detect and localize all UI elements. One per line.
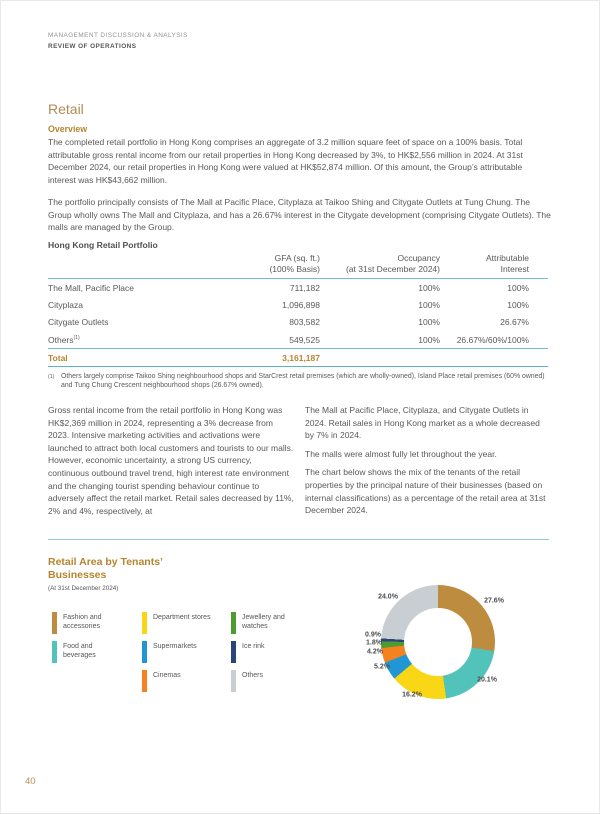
legend-label: Department stores	[153, 613, 211, 621]
legend-item	[231, 670, 331, 699]
overview-paragraph-1: The completed retail portfolio in Hong Kong comprises an aggregate of 3.2 million square feet of space on a 100% basis. Total attributable gross rental income from our retail properties in Hong Kong decreased by 3%, to HK$2,556 million in 2024. At 31st December 2024, our retail properties in Hong Kong were valued at HK$52,874 million. Of this amount, the Group’s attributable interest was HK$43,662 million.	[48, 137, 523, 185]
donut-label: 5.2%	[374, 663, 390, 671]
legend-label: Fashion and accessories	[63, 613, 102, 630]
document-header	[48, 32, 188, 50]
legend-label: Others	[242, 671, 264, 679]
legend-item	[52, 612, 142, 641]
donut-label: 0.9%	[365, 631, 381, 639]
total-gfa: 3,161,187	[282, 352, 320, 363]
total-label: Total	[48, 352, 68, 363]
legend-swatch	[142, 641, 147, 663]
table-heading: Hong Kong Retail Portfolio	[48, 240, 158, 250]
legend-item	[231, 612, 331, 641]
table-total-row	[48, 348, 548, 367]
text-column-left	[48, 404, 294, 517]
gfa-value: 803,582	[289, 317, 320, 328]
text-column-right	[305, 404, 550, 523]
donut-label: 1.8%	[366, 639, 382, 647]
section-divider-line	[48, 539, 549, 540]
property-name: Citygate Outlets	[48, 317, 109, 328]
legend-item	[142, 641, 231, 670]
donut-label: 27.6%	[484, 597, 504, 605]
interest-value: 26.67%/60%/100%	[456, 334, 529, 345]
right-column-paragraph: The chart below shows the mix of the tenants of the retail properties by the principal nature of their businesses (based on internal classifications) as a percentage of the retail area at 31st December 2024.	[305, 467, 546, 516]
legend-swatch	[142, 612, 147, 634]
donut-label: 24.0%	[378, 593, 398, 601]
legend-item	[52, 641, 142, 670]
donut-label: 4.2%	[367, 648, 383, 656]
property-name: Others$^{(1)}$	[48, 334, 80, 345]
property-name: The Mall, Pacific Place	[48, 282, 134, 293]
table-header-row	[48, 253, 548, 279]
table-header-interest: Attributable Interest	[486, 253, 529, 274]
donut-hole	[404, 608, 472, 676]
table-row	[48, 279, 548, 296]
legend-item	[142, 670, 231, 699]
footnote-marker: (1)	[48, 374, 55, 380]
table-row	[48, 314, 548, 331]
interest-value: 100%	[507, 282, 529, 293]
portfolio-table	[48, 253, 548, 367]
donut-label: 16.2%	[402, 691, 422, 699]
chart-title: Retail Area by Tenants’ Businesses	[48, 556, 163, 581]
legend-label: Cinemas	[153, 671, 181, 679]
left-column-paragraph: Gross rental income from the retail portfolio in Hong Kong was HK$2,369 million in 2024, representing a 3% decrease from 2023. Intensive marketing activities and activations were launched to attract both local customers and tourists to our malls. However, economic uncertainty, a strong US currency, continuous outbound travel trend, high interest rate environment and the changing tourist spending behaviour continue to adversely affect the retail market. Retail sales decreased by 11%, 2% and 4%, respectively, at	[48, 405, 294, 516]
legend-swatch	[52, 641, 57, 663]
occupancy-value: 100%	[418, 282, 440, 293]
right-column-paragraph: The malls were almost fully let throughout the year.	[305, 448, 497, 459]
gfa-value: 549,525	[289, 334, 320, 345]
legend-item	[142, 612, 231, 641]
gfa-value: 1,096,898	[282, 300, 320, 311]
legend-swatch	[142, 670, 147, 692]
table-row	[48, 296, 548, 313]
legend-swatch	[231, 612, 236, 634]
legend-swatch	[52, 612, 57, 634]
donut-label: 20.1%	[477, 676, 497, 684]
property-name: Cityplaza	[48, 300, 83, 311]
chart-subtitle: (At 31st December 2024)	[48, 585, 119, 592]
page-number: 40	[25, 776, 36, 787]
interest-value: 26.67%	[500, 317, 529, 328]
legend-label: Jewellery and watches	[242, 613, 285, 630]
overview-heading: Overview	[48, 124, 88, 134]
footnote-text: Others largely comprise Taikoo Shing neighbourhood shops and StarCrest retail premises (which are wholly-owned), Island Place retail premises (60% owned) and Tung Chung Crescent neighbourhood shops (26.67% owned).	[61, 373, 545, 390]
interest-value: 100%	[507, 300, 529, 311]
legend-swatch	[231, 670, 236, 692]
table-row	[48, 331, 548, 348]
gfa-value: 711,182	[289, 282, 320, 293]
chart-legend	[48, 612, 331, 699]
header-eyebrow: MANAGEMENT DISCUSSION & ANALYSIS	[48, 32, 188, 39]
footnote-reference: (1)	[73, 334, 80, 341]
legend-swatch	[231, 641, 236, 663]
occupancy-value: 100%	[418, 300, 440, 311]
table-header-occupancy: Occupancy (at 31st December 2024)	[345, 253, 440, 274]
right-column-paragraph: The Mall at Pacific Place, Cityplaza, and Citygate Outlets in 2024. Retail sales in Hong Kong market as a whole decreased by 7% in 2024.	[305, 405, 540, 441]
section-title: Retail	[48, 101, 84, 117]
occupancy-value: 100%	[418, 334, 440, 345]
header-subhead: REVIEW OF OPERATIONS	[48, 43, 137, 50]
footnote	[48, 372, 548, 391]
table-header-gfa: GFA (sq. ft.) (100% Basis)	[269, 253, 320, 274]
legend-label: Food and beverages	[63, 642, 96, 659]
overview-paragraph-2: The portfolio principally consists of The Mall at Pacific Place, Cityplaza at Taikoo Shing and Citygate Outlets at Tung Chung. The Group wholly owns The Mall and Cityplaza, and has a 26.67% interest in the Citygate development (comprising Citygate Outlets). The malls are managed by the Group.	[48, 197, 551, 233]
legend-label: Supermarkets	[153, 642, 197, 650]
legend-item	[231, 641, 331, 670]
table-body	[48, 279, 548, 348]
occupancy-value: 100%	[418, 317, 440, 328]
legend-label: Ice rink	[242, 642, 265, 650]
